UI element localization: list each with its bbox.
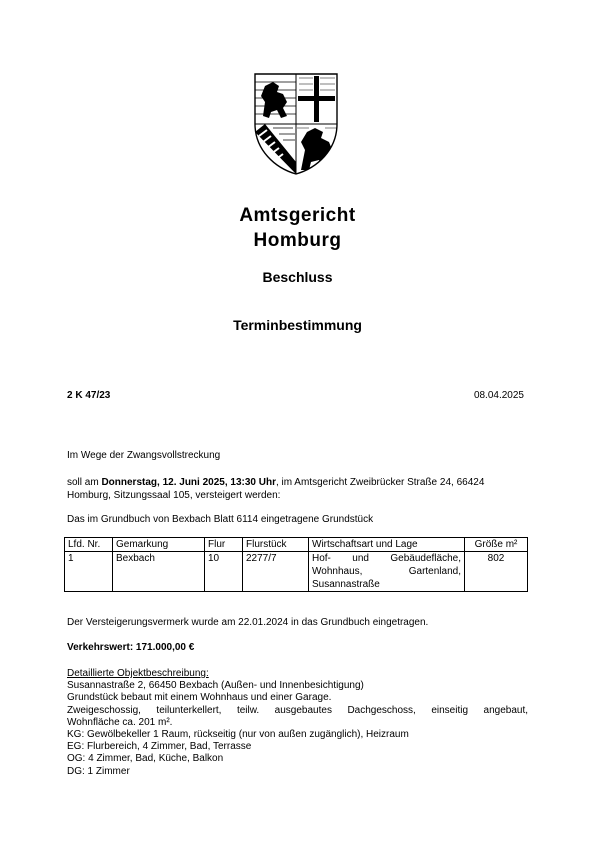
description-line: KG: Gewölbekeller 1 Raum, rückseitig (nur von außen zugänglich), Heizraum [67, 729, 409, 741]
cell-flur: 10 [205, 552, 243, 592]
cell-flurstueck: 2277/7 [243, 552, 309, 592]
auction-date: Donnerstag, 12. Juni 2025, 13:30 Uhr [101, 477, 276, 488]
header-flurstueck: Flurstück [243, 538, 309, 552]
coat-of-arms-emblem [253, 72, 339, 176]
case-number: 2 K 47/23 [67, 390, 111, 401]
court-location: Homburg [253, 230, 342, 251]
description-line: Zweigeschossig, teilunterkellert, teilw. ausgebautes Dachgeschoss, einseitig angebaut, [67, 704, 528, 716]
parcel-table [64, 537, 528, 592]
header-lfd-nr: Lfd. Nr. [65, 538, 113, 552]
description-line: OG: 4 Zimmer, Bad, Küche, Balkon [67, 753, 224, 765]
cell-gemarkung: Bexbach [113, 552, 205, 592]
description-line: Susannastraße 2, 66450 Bexbach (Außen- und Innenbesichtigung) [67, 680, 364, 692]
document-type: Beschluss [262, 269, 333, 285]
intro-paragraph: Im Wege der Zwangsvollstreckung [67, 450, 221, 461]
auction-note-paragraph: Der Versteigerungsvermerk wurde am 22.01.2024 in das Grundbuch eingetragen. [67, 617, 429, 628]
cell-lfd-nr: 1 [65, 552, 113, 592]
auction-term-paragraph [67, 476, 528, 502]
header-flur: Flur [205, 538, 243, 552]
object-description-heading: Detaillierte Objektbeschreibung: [67, 668, 209, 679]
cell-wirtschaftsart: Hof- und Gebäudefläche, Wohnhaus, Gartenland, Susannastraße [309, 552, 465, 592]
object-description [67, 668, 528, 778]
court-name: Amtsgericht [239, 205, 356, 226]
cell-groesse: 802 [465, 552, 528, 592]
description-line: DG: 1 Zimmer [67, 765, 130, 777]
description-line: Wohnfläche ca. 201 m². [67, 716, 173, 728]
description-line: EG: Flurbereich, 4 Zimmer, Bad, Terrasse [67, 741, 252, 753]
term-location: , im Amtsgericht Zweibrücker Straße 24, 66424 Homburg, Sitzungssaal 105, versteigert werden: [67, 477, 485, 501]
header-wirtschaftsart: Wirtschaftsart und Lage [309, 538, 465, 552]
term-prefix: soll am [67, 477, 102, 488]
document-date: 08.04.2025 [473, 390, 524, 401]
land-register-paragraph: Das im Grundbuch von Bexbach Blatt 6114 eingetragene Grundstück [67, 514, 374, 525]
description-line: Grundstück bebaut mit einem Wohnhaus und einer Garage. [67, 692, 332, 704]
header-groesse: Größe m² [465, 538, 528, 552]
market-value: Verkehrswert: 171.000,00 € [67, 642, 195, 653]
table-row [65, 552, 528, 592]
document-subject: Terminbestimmung [233, 317, 362, 333]
table-header-row [65, 538, 528, 552]
header-gemarkung: Gemarkung [113, 538, 205, 552]
